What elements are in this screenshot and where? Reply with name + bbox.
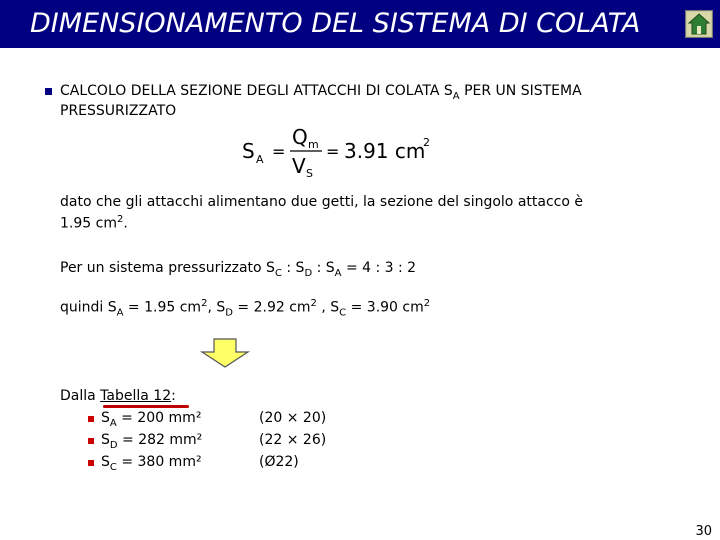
link-highlight-underline: [103, 405, 189, 408]
paragraph-1-line-1: dato che gli attacchi alimentano due getti, la sezione del singolo attacco è: [60, 194, 583, 210]
ratio-text-b: : S: [281, 260, 305, 276]
results-text-b: = 1.95 cm: [123, 299, 202, 316]
formula-numerator: Q: [292, 126, 308, 149]
tabella-12-link[interactable]: Tabella 12: [100, 388, 172, 404]
results-text-c: , S: [207, 299, 226, 316]
page-number: 30: [695, 524, 712, 539]
formula-lhs-sub: A: [256, 153, 264, 166]
table-reference-prefix: Dalla: [60, 388, 101, 404]
table-reference: [60, 388, 176, 404]
bullet-line-2: PRESSURIZZATO: [60, 103, 177, 119]
sub-bullet-marker: [88, 460, 94, 466]
formula-equals-1: =: [272, 142, 286, 161]
list-item-sc: [101, 454, 202, 473]
table-reference-colon: :: [171, 388, 176, 404]
list-item-value: = 380 mm²: [116, 454, 202, 470]
ratio-sub-2: D: [304, 267, 313, 279]
formula-graphic: [240, 126, 440, 178]
results-sup-2: 2: [310, 298, 317, 309]
ratio-text-d: = 4 : 3 : 2: [341, 260, 417, 276]
sub-bullet-marker: [88, 438, 94, 444]
down-arrow-icon: [200, 338, 250, 368]
list-item-sub: C: [109, 461, 117, 473]
list-item-value: = 282 mm²: [117, 432, 203, 448]
list-item-sc-size: (Ø22): [259, 454, 299, 470]
formula-lhs: S: [242, 139, 255, 163]
list-item-symbol: S: [101, 432, 110, 448]
ratio-text-a: Per un sistema pressurizzato S: [60, 260, 275, 276]
results-sub-3: C: [339, 307, 347, 319]
ratio-sub-1: C: [274, 267, 282, 279]
formula-result: 3.91 cm: [344, 139, 426, 163]
ratio-text-c: : S: [312, 260, 335, 276]
bullet-line-1-sub: A: [452, 90, 460, 102]
bullet-marker: [45, 88, 52, 95]
results-line: [60, 298, 430, 318]
paragraph-1-line-2: [60, 214, 128, 232]
list-item-sa: [101, 410, 201, 429]
formula-denominator-sub: S: [306, 167, 313, 178]
formula-denominator: V: [292, 154, 306, 178]
sub-bullet-marker: [88, 416, 94, 422]
results-sub-1: A: [116, 307, 124, 319]
results-text-d: = 2.92 cm: [232, 299, 311, 316]
list-item-symbol: S: [101, 410, 110, 426]
paragraph-1-period: .: [123, 215, 128, 232]
formula-equals-2: =: [326, 142, 340, 161]
bullet-line-1-text: CALCOLO DELLA SEZIONE DEGLI ATTACCHI DI COLATA S: [60, 83, 453, 99]
ratio-sub-3: A: [334, 267, 342, 279]
down-arrow: [200, 338, 250, 372]
slide-title: DIMENSIONAMENTO DEL SISTEMA DI COLATA: [30, 8, 641, 39]
results-sub-2: D: [225, 307, 233, 319]
bullet-line-1: [60, 83, 582, 102]
results-text-e: , S: [316, 299, 340, 316]
results-sup-1: 2: [201, 298, 208, 309]
list-item-sub: A: [109, 417, 117, 429]
formula: [240, 126, 440, 176]
results-sup-3: 2: [423, 298, 431, 309]
list-item-sd: [101, 432, 202, 451]
formula-result-sup: 2: [423, 136, 430, 149]
list-item-sub: D: [109, 439, 118, 451]
home-button[interactable]: [685, 10, 713, 38]
list-item-symbol: S: [101, 454, 110, 470]
formula-numerator-sub: m: [308, 138, 319, 151]
bullet-line-1-text-b: PER UN SISTEMA: [459, 83, 582, 99]
list-item-sa-size: (20 × 20): [259, 410, 327, 426]
paragraph-1-value: 1.95 cm: [60, 215, 117, 232]
ratio-line: [60, 260, 416, 279]
results-text-f: = 3.90 cm: [346, 299, 424, 316]
home-icon: [686, 11, 712, 37]
paragraph-1-sup: 2: [116, 214, 124, 225]
list-item-value: = 200 mm²: [116, 410, 202, 426]
results-text-a: quindi S: [60, 299, 117, 316]
list-item-sd-size: (22 × 26): [259, 432, 327, 448]
